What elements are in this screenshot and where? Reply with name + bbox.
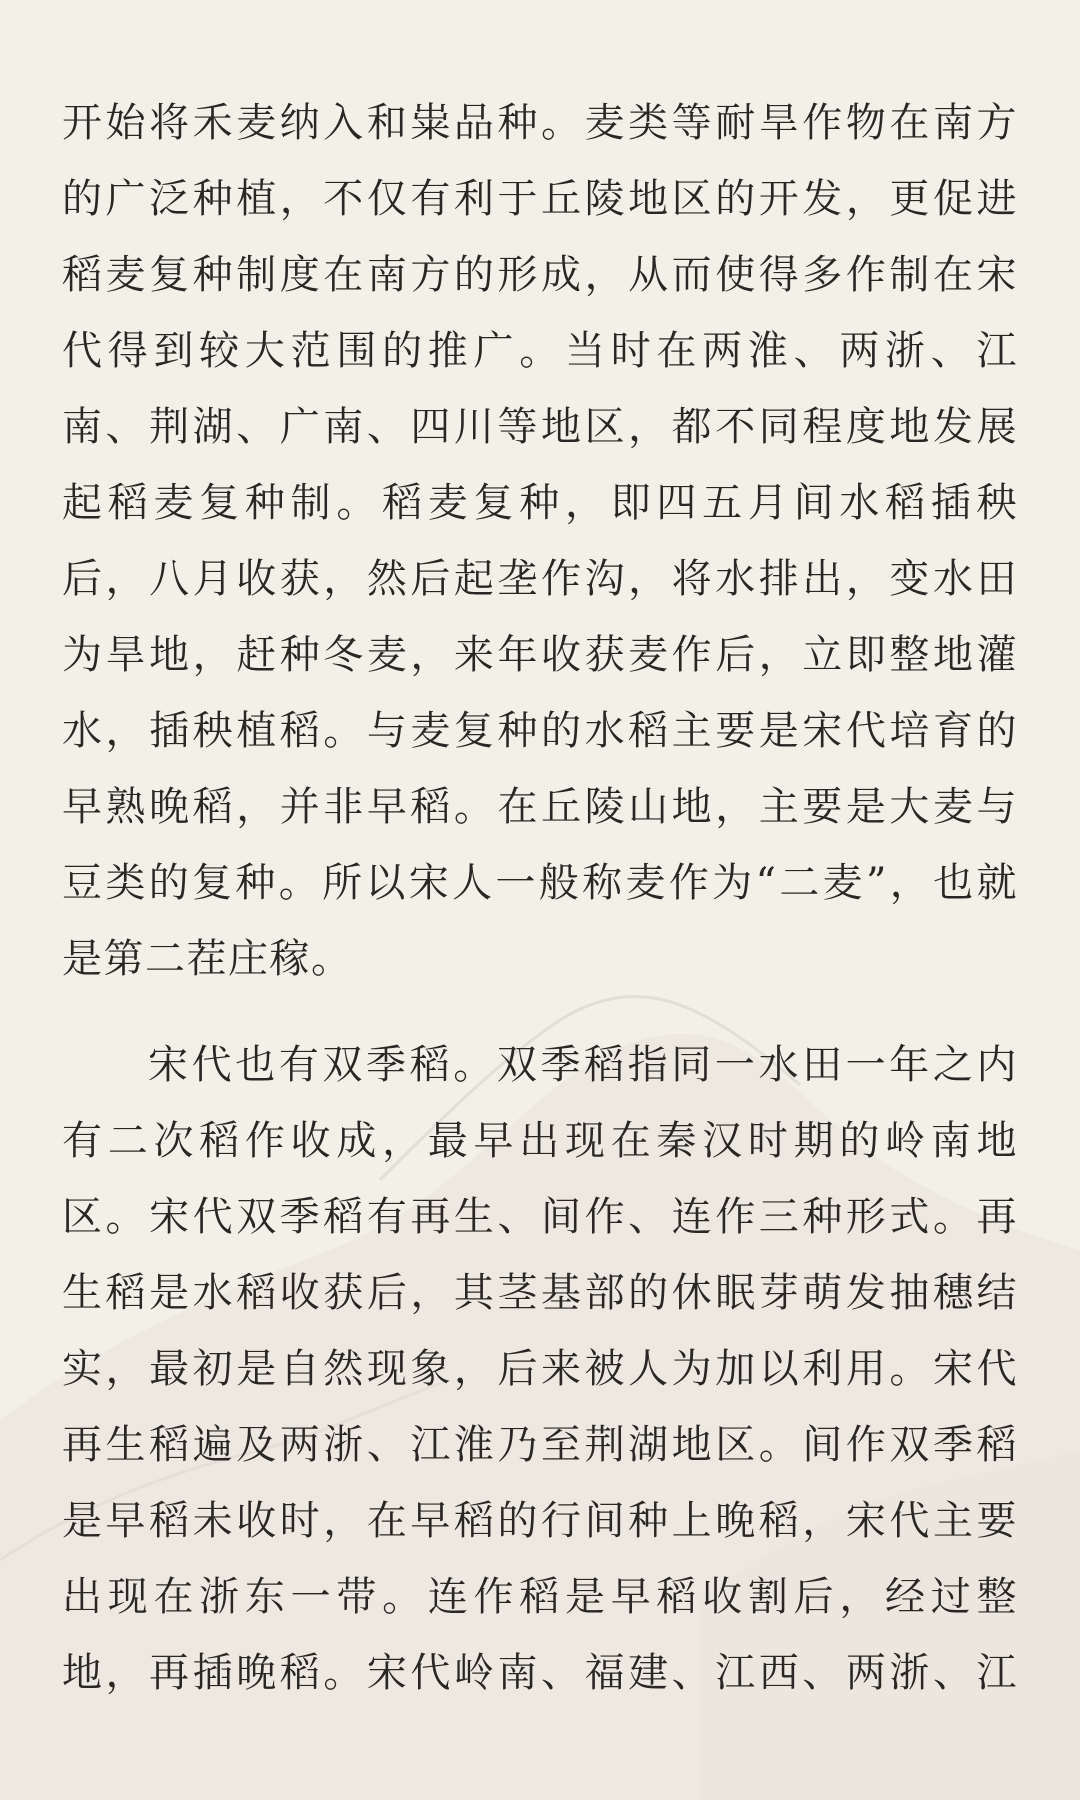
paragraph-double-season-rice <box>62 1027 1018 1711</box>
paragraph-double-cropping-wheat <box>62 85 1018 997</box>
text-line: 豆类的复种。所以宋人一般称麦作为“二麦”，也就 <box>62 860 1018 906</box>
text-line: 的广泛种植，不仅有利于丘陵地区的开发，更促进 <box>62 176 1018 222</box>
text-line: 后，八月收获，然后起垄作沟，将水排出，变水田 <box>62 556 1018 602</box>
text-line: 早熟晚稻，并非早稻。在丘陵山地，主要是大麦与 <box>62 784 1018 830</box>
text-line: 为旱地，赶种冬麦，来年收获麦作后，立即整地灌 <box>62 632 1018 678</box>
text-line: 南、荆湖、广南、四川等地区，都不同程度地发展 <box>62 404 1018 450</box>
text-line: 实，最初是自然现象，后来被人为加以利用。宋代 <box>62 1346 1018 1392</box>
text-line: 区。宋代双季稻有再生、间作、连作三种形式。再 <box>62 1194 1018 1240</box>
text-line: 水，插秧植稻。与麦复种的水稻主要是宋代培育的 <box>62 708 1018 754</box>
text-line: 生稻是水稻收获后，其茎基部的休眠芽萌发抽穗结 <box>62 1270 1018 1316</box>
text-line: 稻麦复种制度在南方的形成，从而使得多作制在宋 <box>62 252 1018 298</box>
text-line: 是早稻未收时，在早稻的行间种上晚稻，宋代主要 <box>62 1498 1018 1544</box>
text-line: 是第二茬庄稼。 <box>62 936 353 982</box>
text-line: 起稻麦复种制。稻麦复种，即四五月间水稻插秧 <box>62 480 1018 526</box>
text-line: 地，再插晚稻。宋代岭南、福建、江西、两浙、江 <box>62 1650 1018 1696</box>
text-line: 代得到较大范围的推广。当时在两淮、两浙、江 <box>62 328 1018 374</box>
article-body <box>62 85 1018 1711</box>
text-line: 有二次稻作收成，最早出现在秦汉时期的岭南地 <box>62 1118 1018 1164</box>
text-line: 出现在浙东一带。连作稻是早稻收割后，经过整 <box>62 1574 1018 1620</box>
text-line: 开始将禾麦纳入和粜品种。麦类等耐旱作物在南方 <box>62 100 1018 146</box>
text-line: 宋代也有双季稻。双季稻指同一水田一年之内 <box>148 1042 1018 1088</box>
text-line: 再生稻遍及两浙、江淮乃至荆湖地区。间作双季稻 <box>62 1422 1018 1468</box>
